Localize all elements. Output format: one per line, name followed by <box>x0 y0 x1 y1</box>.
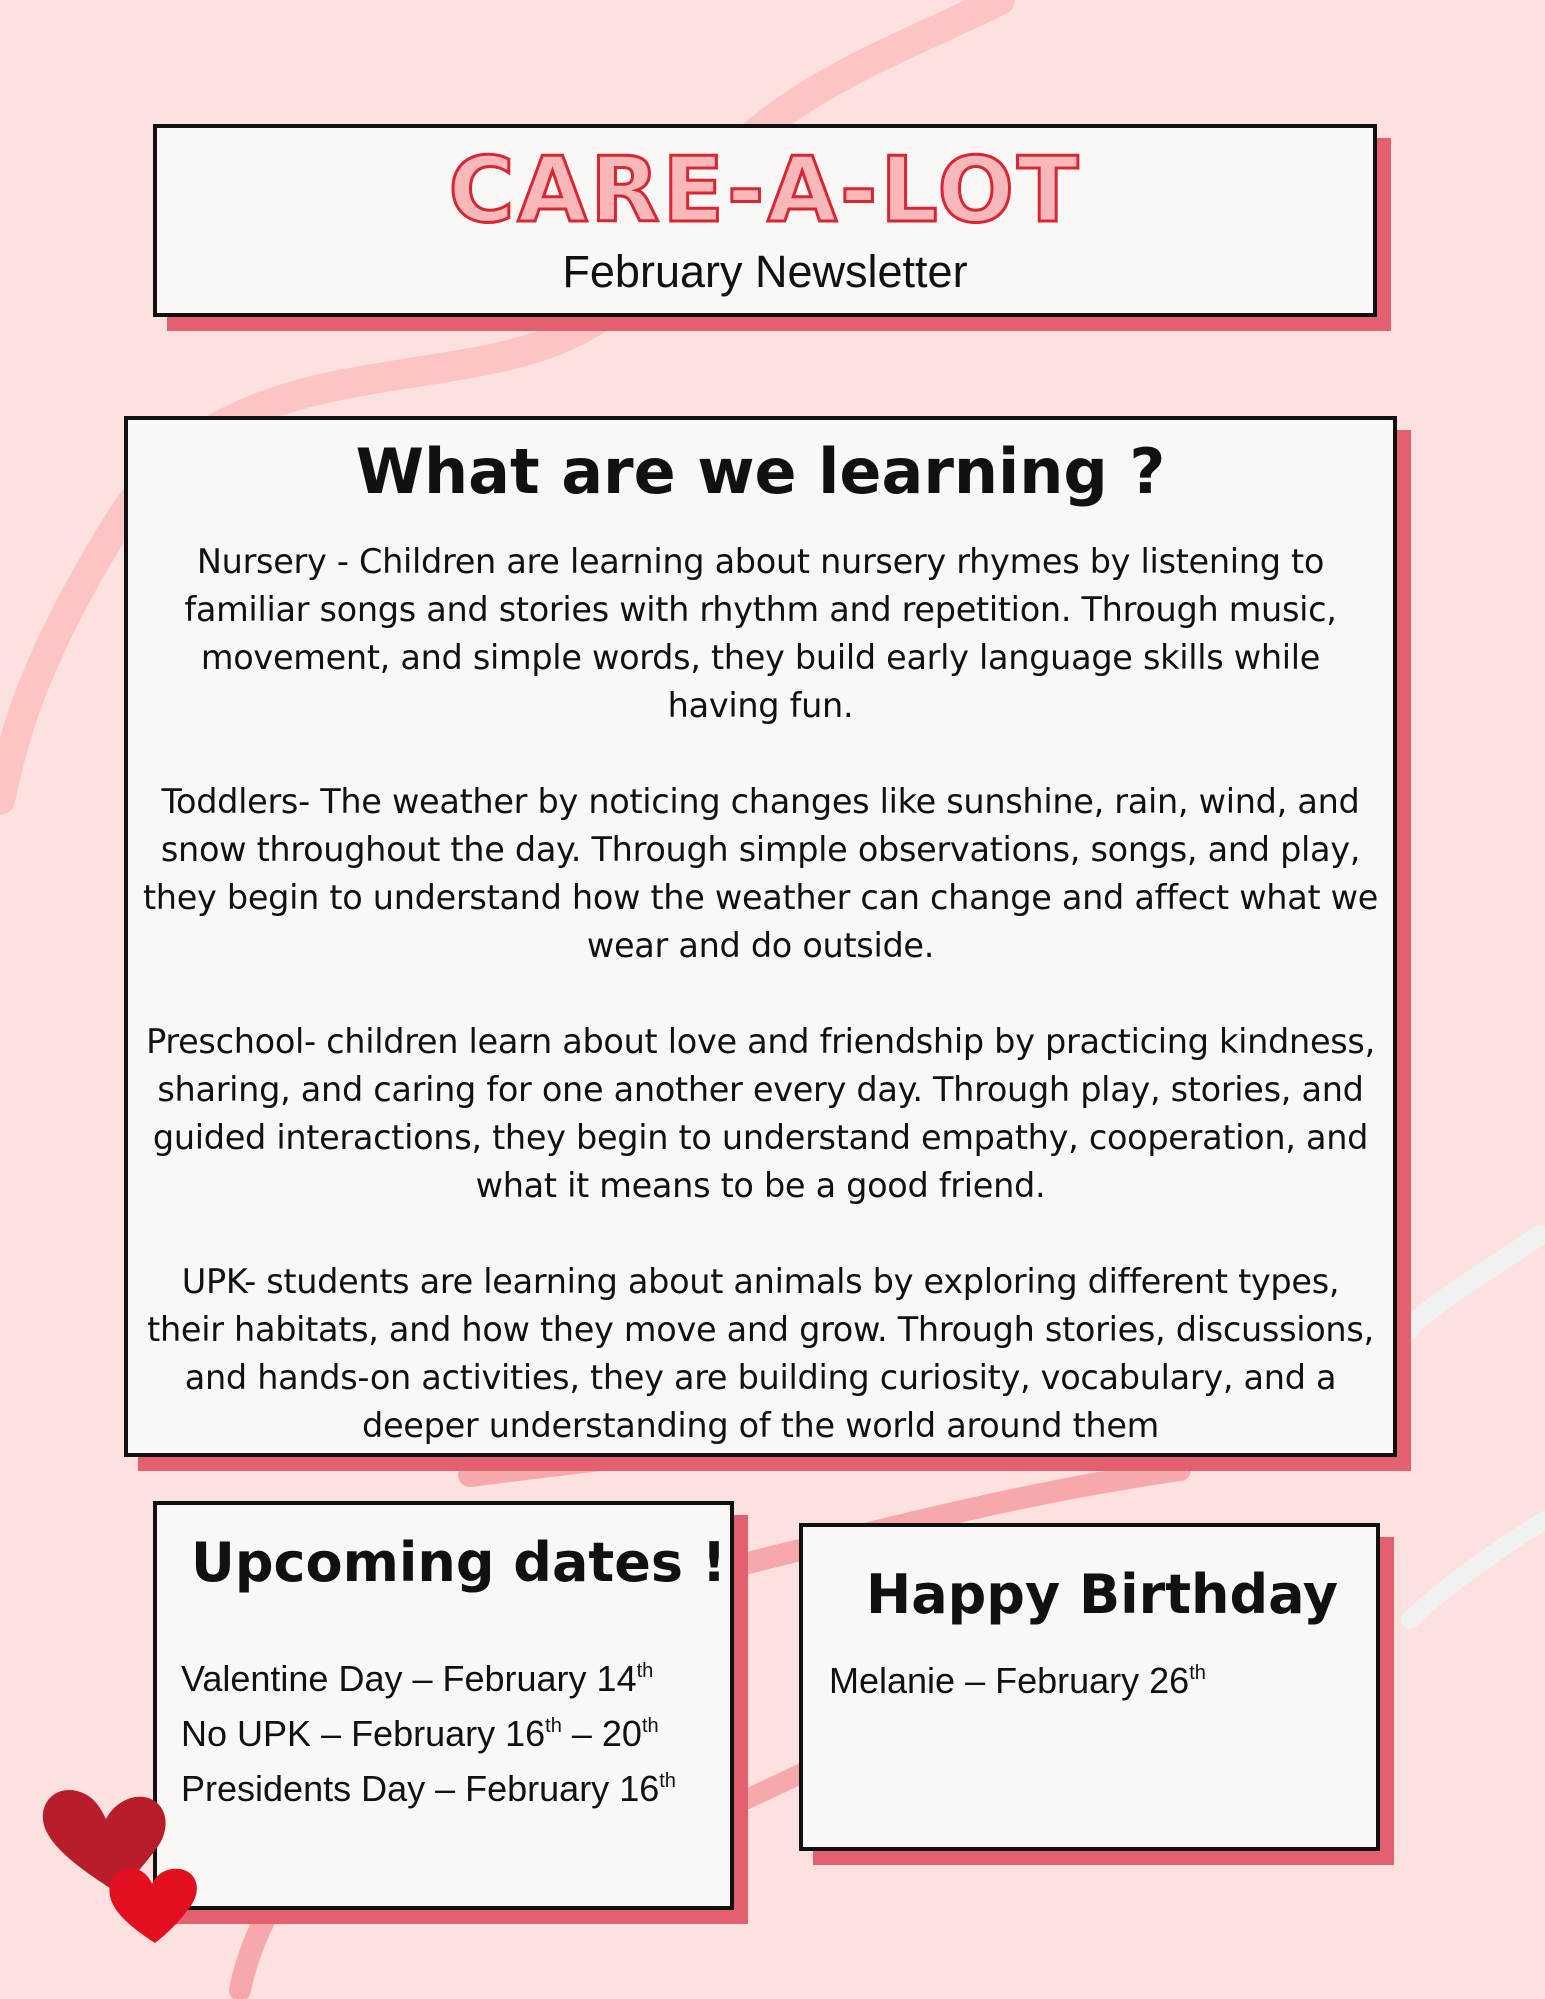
ordinal-suffix: th <box>636 1660 654 1682</box>
learning-title: What are we learning ? <box>355 435 1166 508</box>
upk-paragraph: UPK- students are learning about animals by exploring different types, their habitats, and how they move and grow. Through stories, discussions, and hands-on activities, they are building curiosity, vocabulary, and a deeper understanding of the world around them <box>147 1262 1374 1445</box>
ordinal-suffix: th <box>641 1715 659 1737</box>
ordinal-suffix: th <box>1189 1662 1206 1684</box>
birthday-card <box>799 1523 1380 1851</box>
nursery-paragraph: Nursery - Children are learning about nursery rhymes by listening to familiar songs and stories with rhythm and repetition. Through music, movement, and simple words, they build early language skills while having fun. <box>184 542 1337 725</box>
brand-title: CARE-A-LOT <box>448 138 1082 243</box>
list-item <box>181 1761 676 1816</box>
birthday-list <box>829 1653 1206 1708</box>
list-item <box>181 1651 676 1706</box>
list-item <box>181 1706 676 1761</box>
date-range-end: – 20 <box>561 1713 642 1754</box>
learning-body <box>128 538 1393 1450</box>
birthday-title: Happy Birthday <box>866 1563 1339 1626</box>
header-card <box>153 124 1377 317</box>
upcoming-dates-title: Upcoming dates ! <box>191 1531 727 1594</box>
hearts-decoration <box>40 1783 215 1948</box>
heart-icon <box>109 1868 196 1943</box>
ordinal-suffix: th <box>659 1770 676 1792</box>
toddlers-paragraph: Toddlers- The weather by noticing changes like sunshine, rain, wind, and snow throughout the day. Through simple observations, songs, and play, they begin to understand how the weather can change and affect what we wear and do outside. <box>142 782 1379 965</box>
date-text: No UPK – February 16 <box>181 1713 546 1754</box>
ordinal-suffix: th <box>545 1715 562 1737</box>
upcoming-dates-card <box>153 1501 734 1910</box>
upcoming-dates-list <box>181 1651 676 1816</box>
birthday-text: Melanie – February 26 <box>829 1660 1190 1701</box>
date-text: Presidents Day – February 16 <box>181 1768 660 1809</box>
learning-card <box>124 416 1397 1457</box>
list-item <box>829 1653 1206 1708</box>
newsletter-subtitle: February Newsletter <box>562 246 968 297</box>
preschool-paragraph: Preschool- children learn about love and friendship by practicing kindness, sharing, and caring for one another every day. Through play, stories, and guided interactions, they begin to understand empathy, cooperation, and what it means to be a good friend. <box>146 1022 1375 1205</box>
date-text: Valentine Day – February 14 <box>181 1658 637 1699</box>
